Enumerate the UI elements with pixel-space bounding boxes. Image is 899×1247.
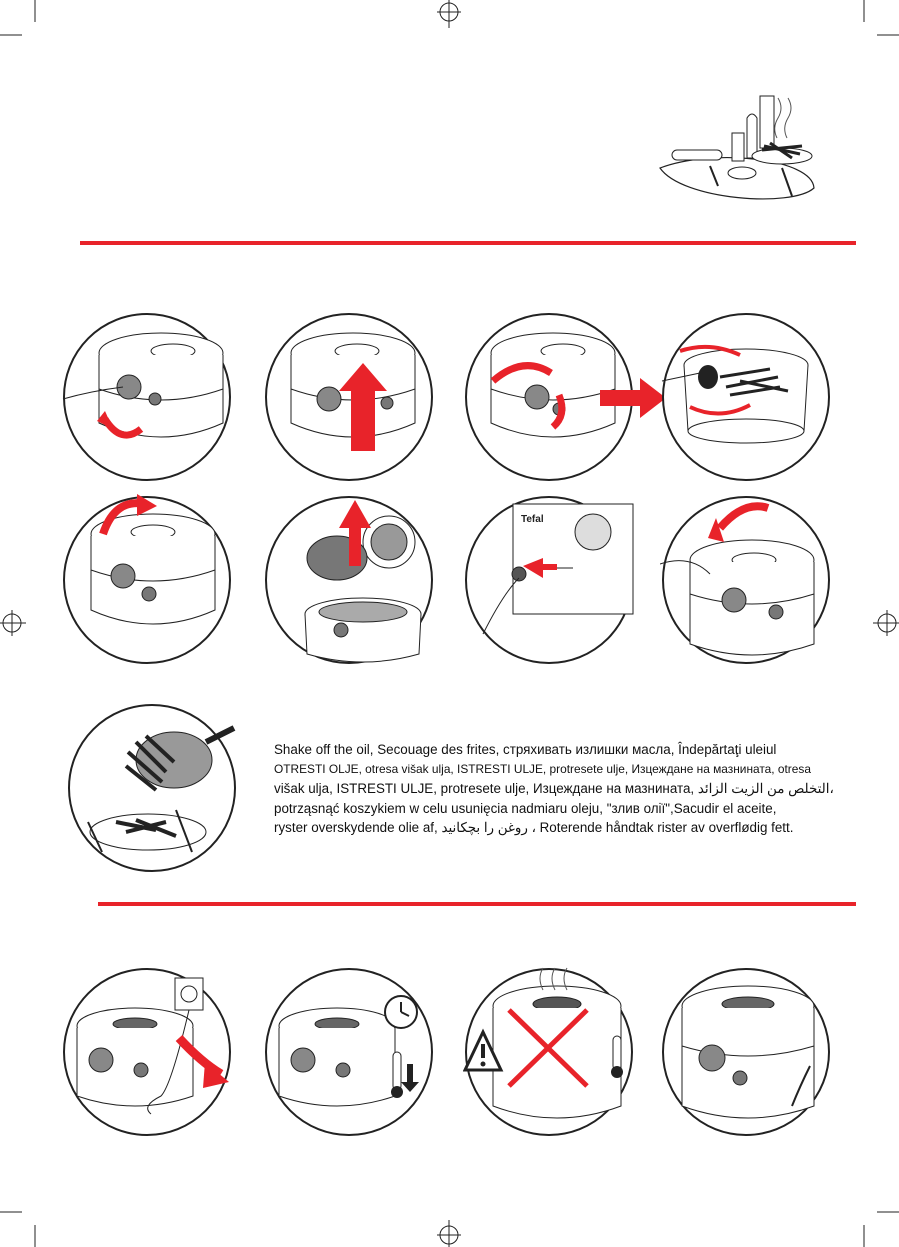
caption-line: Shake off the oil, Secouage des frites, стряхивать излишки масла, Îndepărtaţi uleiul [274, 742, 777, 757]
caption-line: višak ulja, ISTRESTI ULJE, protresete ulje, Изцеждане на мазнината, التخلص من الزيت الزائد، [274, 781, 834, 797]
unplug-fryer-illustration [61, 966, 233, 1138]
step-8-close-lid-illustration [660, 494, 832, 666]
serving-table-illustration [652, 88, 817, 206]
step-4-shake-basket-illustration [660, 311, 832, 483]
step-1-unlock-handle-illustration [61, 311, 233, 483]
carry-fryer-illustration [660, 966, 832, 1138]
do-not-move-hot-fryer-illustration [463, 966, 635, 1138]
step-5-lock-handle-illustration [61, 494, 233, 666]
section-divider-top [80, 241, 856, 245]
cooling-time-illustration [263, 966, 435, 1138]
caption-line: OTRESTI OLJE, otresa višak ulja, ISTRESTI ULJE, protresete ulje, Изцеждане на мазнината, otresa [274, 761, 811, 776]
thermometer-icon [393, 1052, 401, 1090]
caption-line: potrząsnąć koszykiem w celu usunięcia nadmiaru oleju, "злив олії",Sacudir el aceite, [274, 800, 777, 816]
step-2-raise-handle-illustration [263, 311, 435, 483]
section-divider-bottom [98, 902, 856, 906]
step-6-lift-basket-out-illustration [263, 494, 435, 666]
step-7-reset-button-illustration [463, 494, 635, 666]
caption-line: ryster overskydende olie af, روغن را بچکانید ، Roterende håndtak rister av overflødig fett. [274, 820, 794, 836]
shake-caption [274, 740, 854, 838]
shake-basket-serving-illustration [66, 702, 238, 874]
arrow-right-icon [600, 378, 666, 418]
brand-logo: Tefal [521, 514, 544, 525]
